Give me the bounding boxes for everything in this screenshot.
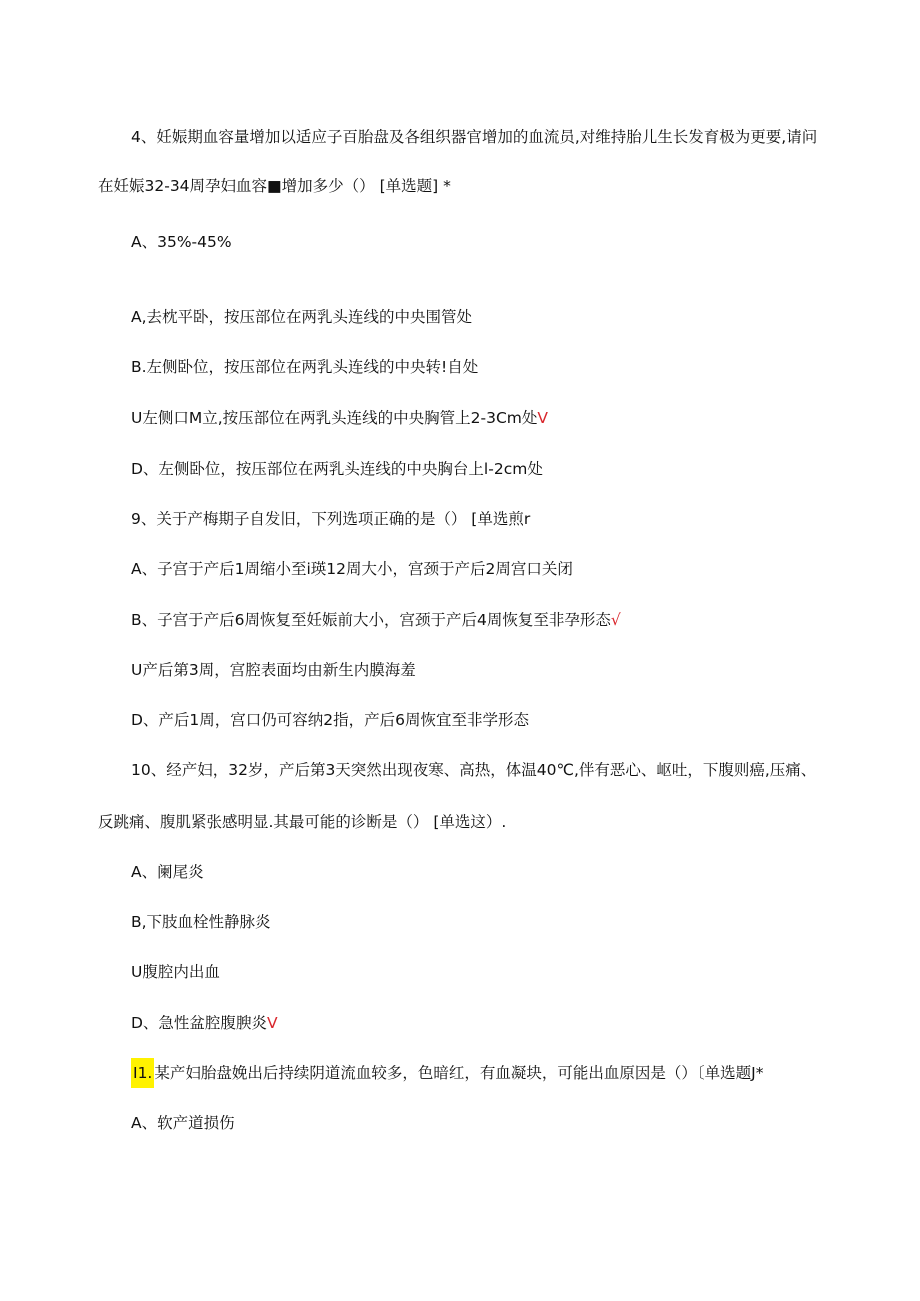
q9-option-d: D、产后1周，宫口仍可容纳2指，产后6周恢宜至非学形态: [131, 711, 530, 729]
cpr-option-c: [131, 407, 548, 429]
cpr-option-d: D、左侧卧位，按压部位在两乳头连线的中央胸台上l-2cm处: [131, 460, 543, 478]
q11-option-a: A、软产道损伤: [131, 1114, 235, 1132]
q10-option-c: U腹腔内出血: [131, 963, 220, 981]
q10-option-a: A、阑尾炎: [131, 863, 204, 881]
check-mark-icon: V: [266, 1014, 278, 1032]
q9-option-b: [131, 609, 621, 631]
q11-stem: [131, 1062, 763, 1088]
check-mark-icon: V: [537, 409, 548, 427]
cpr-option-b: B.左侧卧位，按压部位在两乳头连线的中央转!自处: [131, 358, 479, 376]
q10-option-b: B,下肢血栓性静脉炎: [131, 913, 271, 931]
q4-option-a: A、35%-45%: [131, 233, 232, 251]
q11-stem-text: 某产妇胎盘娩出后持续阴道流血较多，色暗红，有血凝块，可能出血原因是（）〔单选题J*: [154, 1064, 764, 1082]
q10-stem-line-2: 反跳痛、腹肌紧张感明显.其最可能的诊断是（） [单选这）.: [98, 813, 507, 831]
q9-option-b-text: B、子宫于产后6周恢复至妊娠前大小，宫颈于产后4周恢复至非孕形态: [131, 611, 611, 629]
check-mark-icon: √: [610, 611, 621, 629]
q11-number-highlight: I1.: [131, 1058, 154, 1088]
q9-stem: 9、关于产梅期子自发旧，下列选项正确的是（） [单选煎r: [131, 510, 531, 528]
q4-stem-line-1: 4、妊娠期血容量增加以适应子百胎盘及各组织器官增加的血流员,对维持胎儿生长发育极为更要,请问: [131, 128, 818, 146]
q9-option-c: U产后第3周，宫腔表面均由新生内膜海羞: [131, 661, 416, 679]
q10-stem-line-1: 10、经产妇，32岁，产后第3天突然出现夜寒、高热，体温40℃,伴有恶心、岖吐，下腹则癌,压痛、: [131, 761, 817, 779]
cpr-option-c-text: U左侧口M立,按压部位在两乳头连线的中央胸管上2-3Cm处: [131, 409, 538, 427]
q10-option-d-text: D、急性盆腔腹腴炎: [131, 1014, 267, 1032]
q9-option-a: A、子宫于产后1周缩小至i瑛12周大小，宫颈于产后2周宫口关闭: [131, 560, 573, 578]
cpr-option-a: A,去枕平卧，按压部位在两乳头连线的中央围管处: [131, 308, 473, 326]
q10-option-d: [131, 1012, 278, 1034]
q4-stem-line-2: 在妊娠32-34周孕妇血容■增加多少（） [单选题] *: [98, 177, 451, 195]
